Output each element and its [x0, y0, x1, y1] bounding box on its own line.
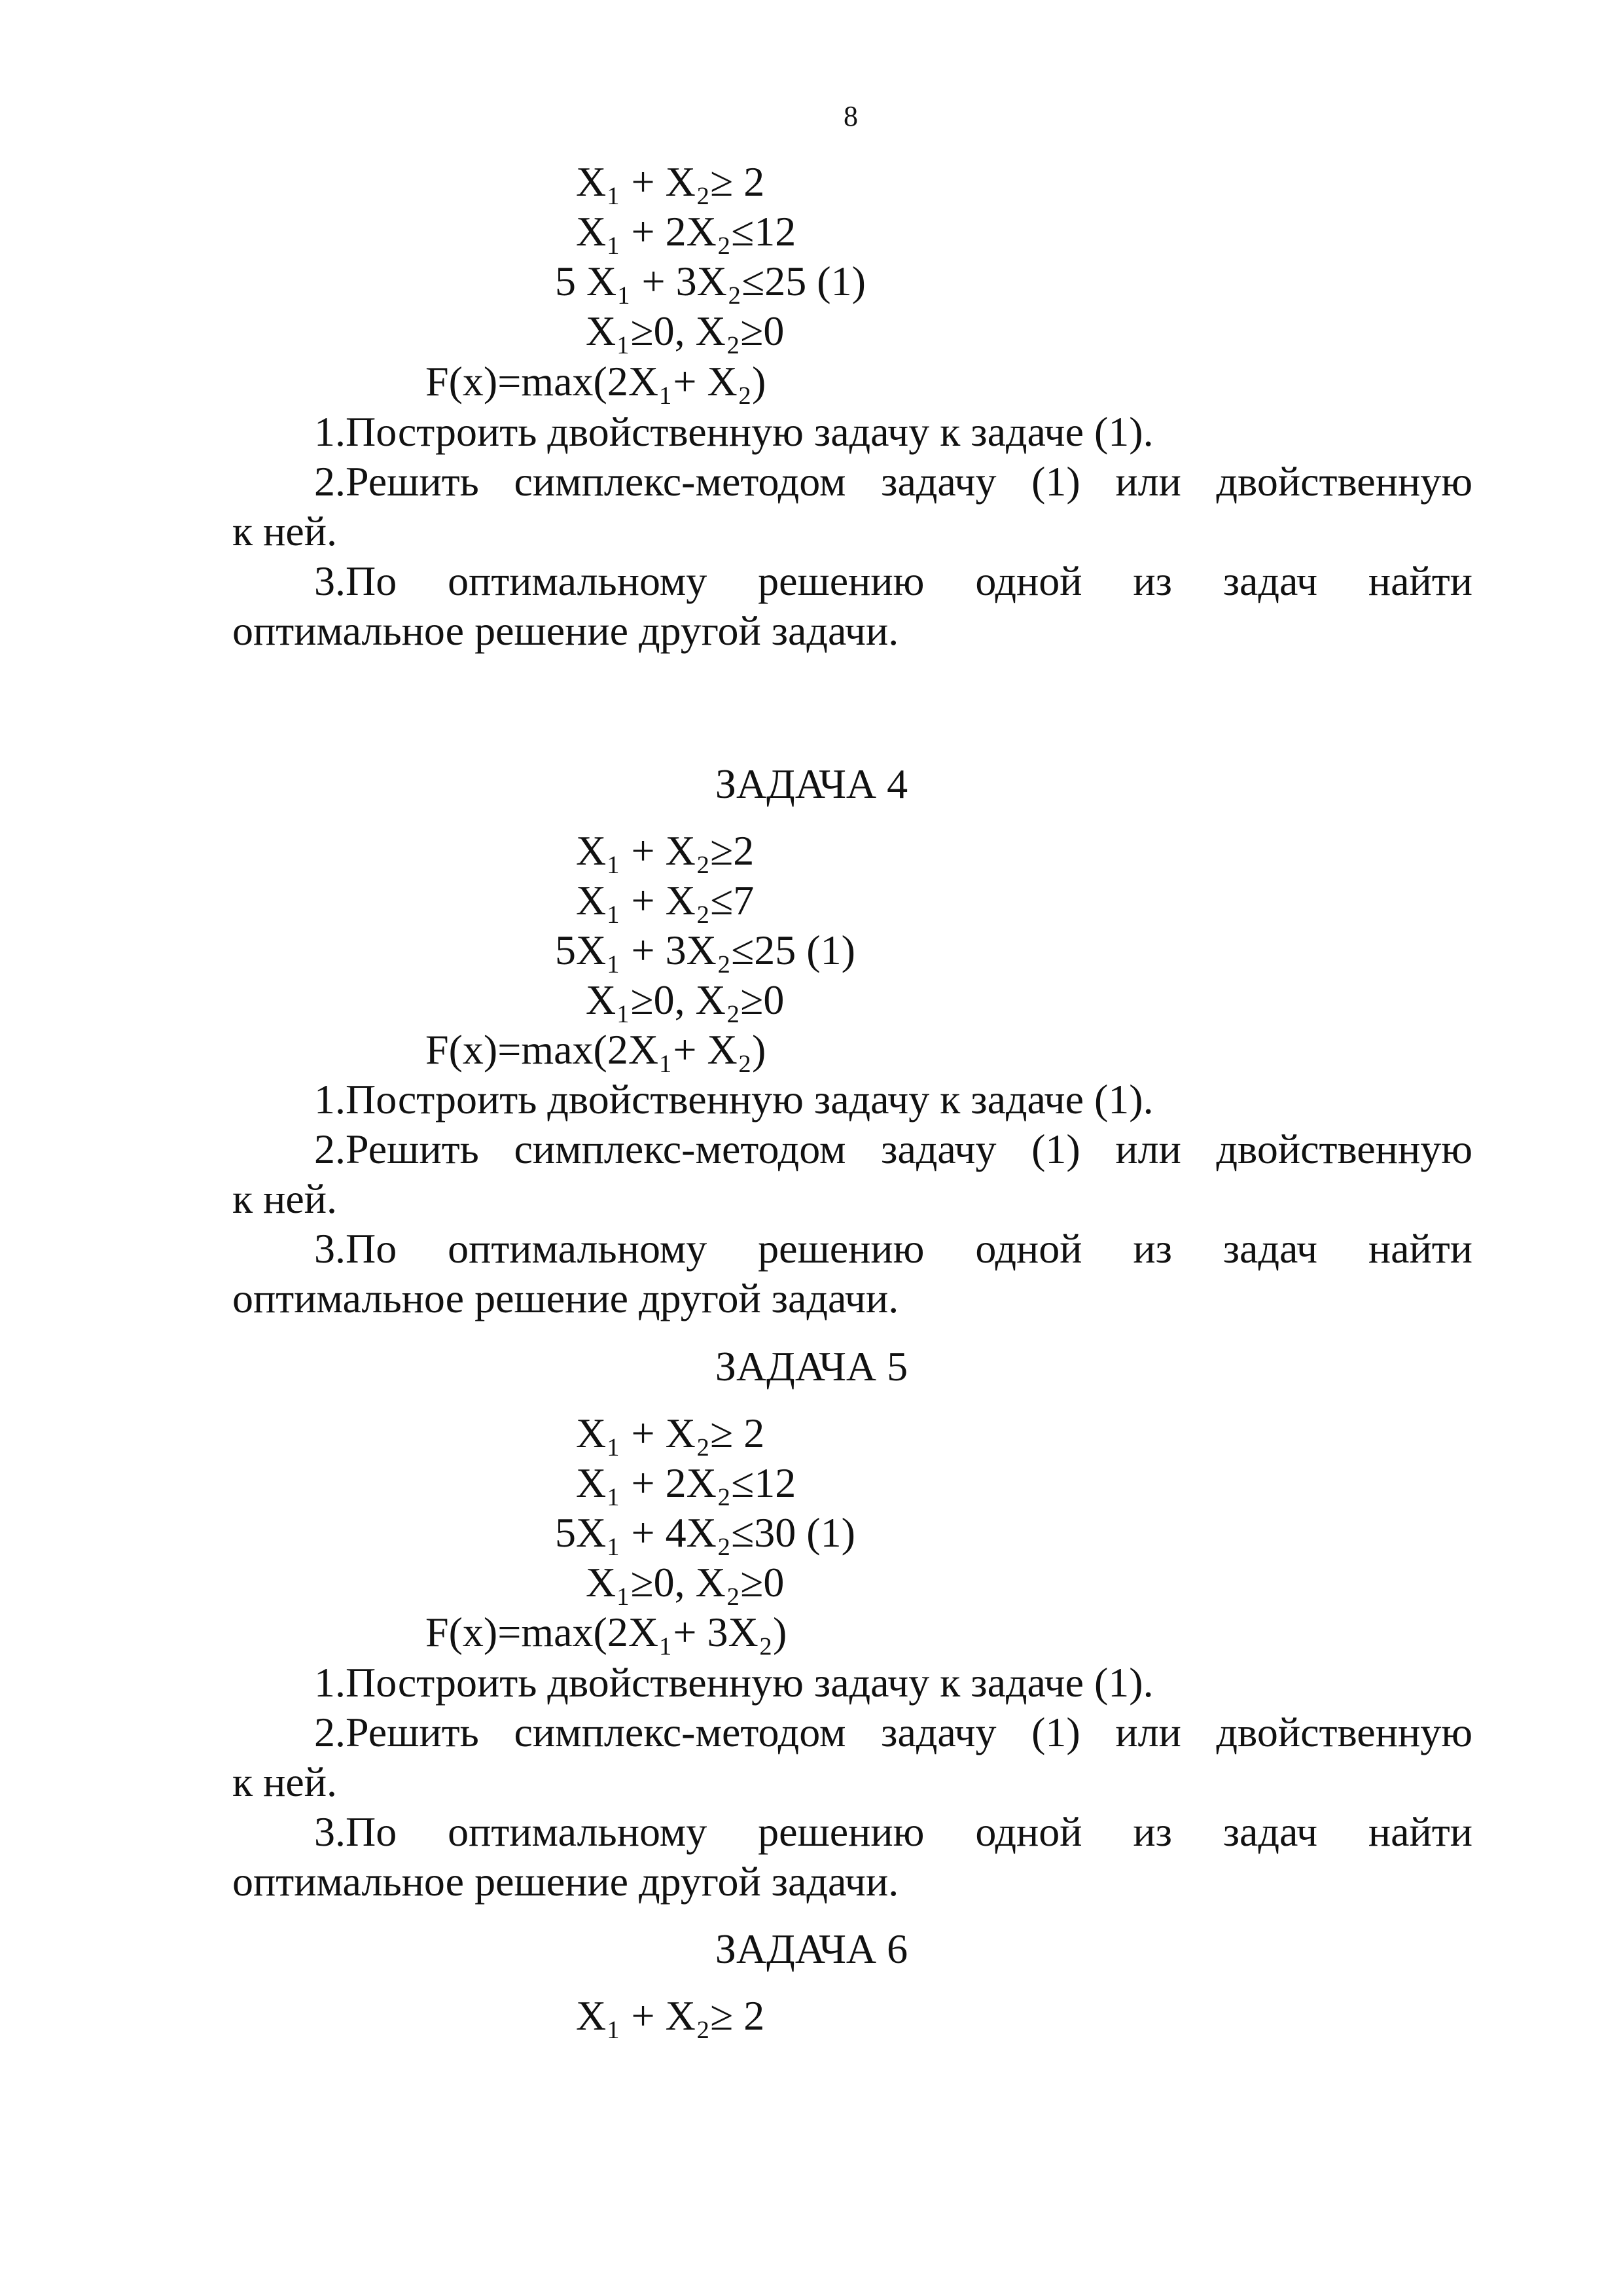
constraint-line: X₁ + X₂≤7	[576, 877, 755, 924]
task-item: 1.Построить двойственную задачу к задаче (1).	[314, 408, 1154, 455]
task-item	[232, 1708, 1472, 1807]
task-text: к ней.	[232, 1759, 337, 1805]
task-item: 1.Построить двойственную задачу к задаче (1).	[314, 1659, 1154, 1706]
task-item	[232, 556, 1472, 656]
constraint-line: X₁ + 2X₂≤12	[576, 208, 796, 255]
problem-6-title: ЗАДАЧА 6	[715, 1926, 908, 1972]
task-text: 3.По оптимальному решению одной из задач найти	[314, 1808, 1472, 1855]
task-text: к ней.	[232, 1175, 337, 1222]
constraint-line: X₁ + X₂≥ 2	[576, 1992, 765, 2039]
task-text: 2.Решить симплекс-методом задачу (1) или двойственную	[314, 1709, 1472, 1755]
constraint-line: X₁ + X₂≥ 2	[576, 1410, 765, 1456]
constraint-line: X₁ + X₂≥2	[576, 827, 755, 874]
task-text: к ней.	[232, 508, 337, 554]
constraint-line: X₁ + X₂≥ 2	[576, 158, 765, 205]
task-text: 3.По оптимальному решению одной из задач найти	[314, 558, 1472, 604]
constraint-line: X₁≥0, X₂≥0	[586, 977, 785, 1023]
task-text: 2.Решить симплекс-методом задачу (1) или двойственную	[314, 1126, 1472, 1172]
task-item	[232, 1807, 1472, 1907]
task-text: оптимальное решение другой задачи.	[232, 1858, 899, 1905]
problem-4-title: ЗАДАЧА 4	[715, 761, 908, 807]
task-item: 1.Построить двойственную задачу к задаче (1).	[314, 1076, 1154, 1122]
constraint-line: 5X₁ + 3X₂≤25 (1)	[555, 927, 855, 973]
task-item	[232, 457, 1472, 556]
constraint-line: 5 X₁ + 3X₂≤25 (1)	[555, 258, 866, 304]
task-text: оптимальное решение другой задачи.	[232, 1275, 899, 1321]
task-item	[232, 1224, 1472, 1323]
constraint-line: X₁≥0, X₂≥0	[586, 308, 785, 354]
problem-5-title: ЗАДАЧА 5	[715, 1343, 908, 1390]
constraint-line: 5X₁ + 4X₂≤30 (1)	[555, 1509, 855, 1556]
task-item	[232, 1124, 1472, 1224]
page-number: 8	[844, 100, 858, 132]
objective-function: F(x)=max(2X₁+ X₂)	[425, 358, 766, 404]
objective-function: F(x)=max(2X₁+ X₂)	[425, 1026, 766, 1073]
constraint-line: X₁≥0, X₂≥0	[586, 1559, 785, 1605]
task-text: 3.По оптимальному решению одной из задач найти	[314, 1225, 1472, 1272]
objective-function: F(x)=max(2X₁+ 3X₂)	[425, 1609, 787, 1655]
task-text: 2.Решить симплекс-методом задачу (1) или двойственную	[314, 458, 1472, 505]
constraint-line: X₁ + 2X₂≤12	[576, 1460, 796, 1506]
task-text: оптимальное решение другой задачи.	[232, 607, 899, 654]
